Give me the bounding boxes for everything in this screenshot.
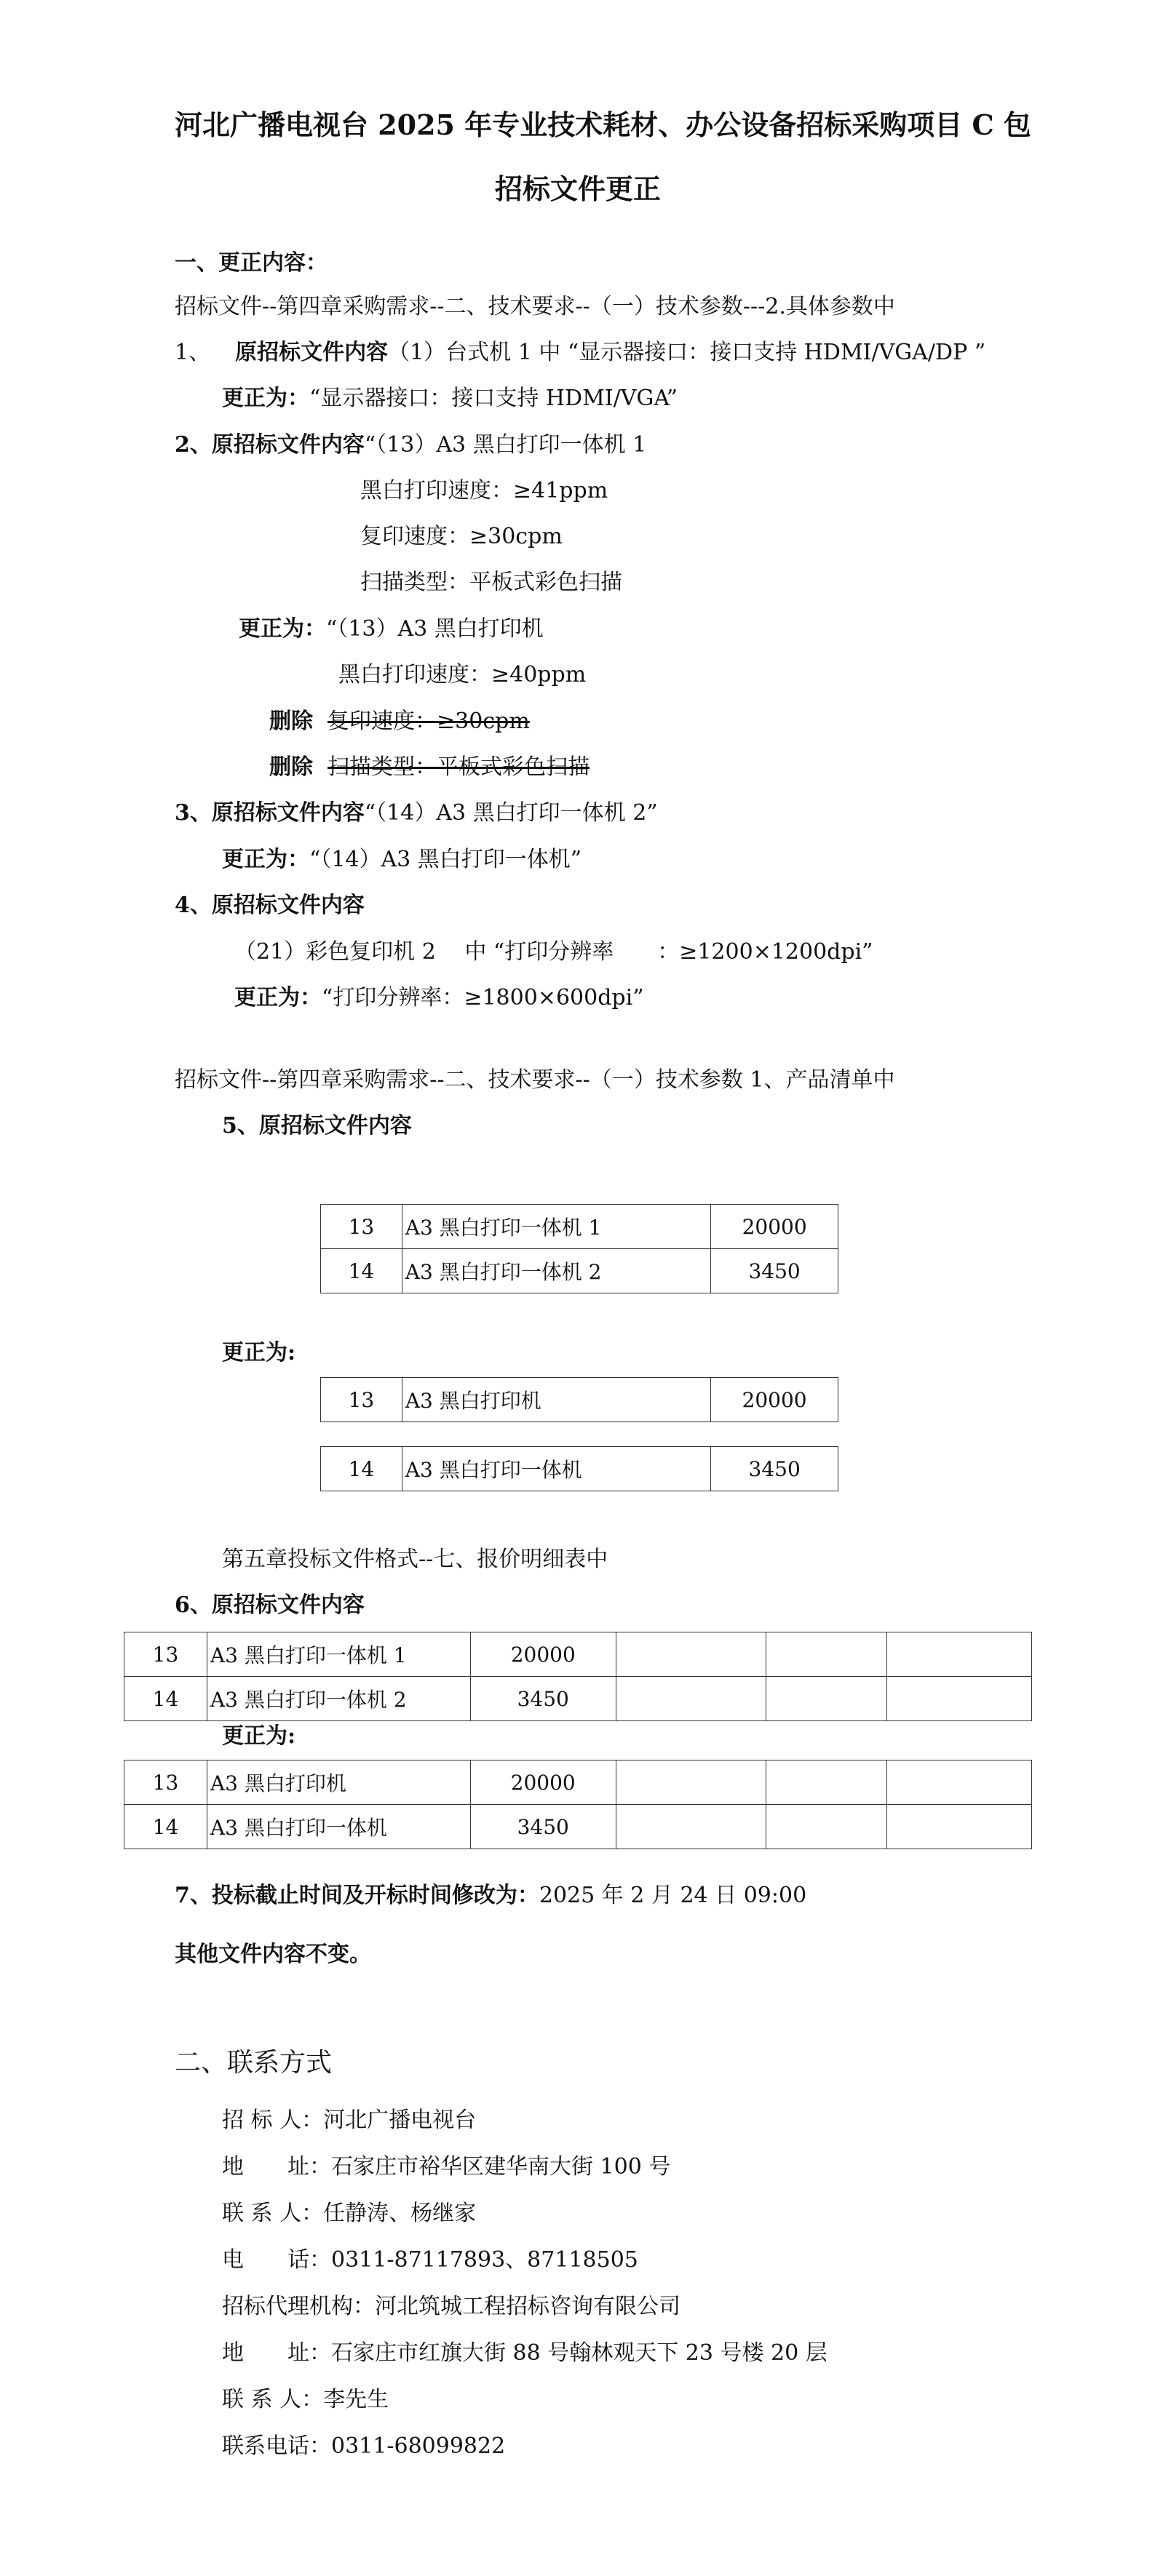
item2-delete-2 xyxy=(269,753,590,782)
contact-line xyxy=(222,2432,505,2461)
table-cell-empty xyxy=(766,1632,887,1677)
item3-correction xyxy=(222,845,582,874)
table-cell: 3450 xyxy=(711,1249,838,1293)
contact-label: 联系电话： xyxy=(222,2433,331,2459)
delete-label: 删除 xyxy=(269,754,313,780)
contact-label: 地 址： xyxy=(222,2154,331,2180)
contact-line xyxy=(222,2106,476,2135)
item1-corr-text: “显示器接口：接口支持 HDMI/VGA” xyxy=(309,386,678,411)
table-cell-empty xyxy=(887,1632,1032,1677)
item4-corr-text: “打印分辨率：≥1800×600dpi” xyxy=(322,985,644,1010)
reference-line-3: 第五章投标文件格式--七、报价明细表中 xyxy=(222,1547,608,1572)
item6-corrected-table xyxy=(124,1760,1032,1849)
item2-corr-spec: 黑白打印速度：≥40ppm xyxy=(338,662,587,687)
table-cell-empty xyxy=(766,1760,887,1805)
item6-lead: 6、原招标文件内容 xyxy=(175,1592,365,1618)
table-cell: A3 黑白打印机 xyxy=(402,1378,710,1422)
table-cell: A3 黑白打印一体机 2 xyxy=(207,1677,470,1721)
deleted-spec: 复印速度：≥30cpm xyxy=(328,709,530,734)
item6-original-table xyxy=(124,1632,1032,1721)
contact-value: 0311-68099822 xyxy=(331,2433,506,2459)
item7-line xyxy=(175,1881,806,1910)
item4-lead: 4、原招标文件内容 xyxy=(175,893,365,918)
contact-value: 石家庄市红旗大街 88 号翰林观天下 23 号楼 20 层 xyxy=(331,2340,827,2366)
table-cell: 3450 xyxy=(470,1677,616,1721)
contact-label: 地 址： xyxy=(222,2340,331,2366)
contact-label: 招标代理机构： xyxy=(222,2294,375,2319)
table-cell: 14 xyxy=(321,1447,402,1491)
item1-number: 1、 xyxy=(175,340,211,365)
reference-line-1: 招标文件--第四章采购需求--二、技术要求--（一）技术参数---2.具体参数中 xyxy=(175,294,895,319)
contact-label: 联 系 人： xyxy=(222,2201,324,2226)
table-cell: 20000 xyxy=(711,1378,838,1422)
table-cell: 20000 xyxy=(470,1632,616,1677)
other-unchanged-note: 其他文件内容不变。 xyxy=(175,1942,371,1967)
doc-title-line1: 河北广播电视台 2025 年专业技术耗材、办公设备招标采购项目 C 包 xyxy=(175,108,1031,141)
contact-line xyxy=(222,2339,827,2368)
item1-line xyxy=(175,338,985,367)
item2-delete-1 xyxy=(269,707,530,736)
item3-corr-label: 更正为： xyxy=(222,847,309,872)
item2-corr-label: 更正为： xyxy=(239,616,326,642)
contact-line xyxy=(222,2153,670,2182)
item1-text: （1）台式机 1 中 “显示器接口：接口支持 HDMI/VGA/DP ” xyxy=(388,340,986,365)
table-cell: A3 黑白打印一体机 2 xyxy=(402,1249,710,1293)
table-cell: 13 xyxy=(124,1760,207,1805)
item4-correction xyxy=(234,984,644,1013)
contact-value: 0311-87117893、87118505 xyxy=(331,2247,638,2273)
reference-line-2: 招标文件--第四章采购需求--二、技术要求--（一）技术参数 1、产品清单中 xyxy=(175,1067,895,1093)
section-heading-corrections: 一、更正内容： xyxy=(175,250,328,276)
table-row xyxy=(124,1677,1032,1721)
item3-lead: 3、原招标文件内容 xyxy=(175,800,365,826)
table-cell-empty xyxy=(766,1805,887,1849)
item2-lead: 2、原招标文件内容 xyxy=(175,432,365,458)
item2-spec3: 扫描类型：平板式彩色扫描 xyxy=(360,570,622,595)
table-cell: A3 黑白打印一体机 xyxy=(207,1805,470,1849)
table-cell: 14 xyxy=(321,1249,402,1293)
contact-label: 联 系 人： xyxy=(222,2387,324,2412)
table-cell: 3450 xyxy=(470,1805,616,1849)
item2-spec1: 黑白打印速度：≥41ppm xyxy=(360,478,608,503)
contact-value: 河北筑城工程招标咨询有限公司 xyxy=(375,2294,680,2319)
table-cell: 14 xyxy=(124,1677,207,1721)
contact-value: 李先生 xyxy=(323,2387,389,2412)
table-cell-empty xyxy=(887,1677,1032,1721)
table-row xyxy=(321,1378,838,1422)
item2-text: “（13）A3 黑白打印一体机 1 xyxy=(364,432,647,458)
table-cell-empty xyxy=(887,1760,1032,1805)
item4-text: （21）彩色复印机 2 中 “打印分辨率 ：≥1200×1200dpi” xyxy=(234,939,873,965)
item3-corr-text: “（14）A3 黑白打印一体机” xyxy=(309,847,582,872)
table-row xyxy=(321,1205,838,1249)
table-cell-empty xyxy=(616,1760,766,1805)
contact-label: 招 标 人： xyxy=(222,2108,324,2133)
item2-correction xyxy=(239,615,544,644)
section-heading-contacts: 二、联系方式 xyxy=(175,2048,333,2078)
table-cell: 3450 xyxy=(711,1447,838,1491)
table-row xyxy=(321,1447,838,1491)
table-cell-empty xyxy=(887,1805,1032,1849)
item1-correction xyxy=(222,384,678,413)
item7-label: 7、投标截止时间及开标时间修改为： xyxy=(175,1883,539,1908)
deleted-spec: 扫描类型：平板式彩色扫描 xyxy=(328,754,590,780)
table-cell: 13 xyxy=(321,1205,402,1249)
contact-value: 河北广播电视台 xyxy=(323,2108,477,2133)
item5-corrected-table-row1 xyxy=(320,1377,838,1422)
item2-spec2: 复印速度：≥30cpm xyxy=(360,524,563,549)
contact-line xyxy=(222,2199,476,2228)
item3-text: “（14）A3 黑白打印一体机 2” xyxy=(364,800,658,826)
table-row xyxy=(321,1249,838,1293)
table-cell: A3 黑白打印一体机 xyxy=(402,1447,710,1491)
table-row xyxy=(124,1760,1032,1805)
item5-corr-label: 更正为: xyxy=(222,1340,296,1365)
contact-line xyxy=(222,2246,638,2275)
table-cell: A3 黑白打印机 xyxy=(207,1760,470,1805)
table-row xyxy=(124,1632,1032,1677)
table-cell-empty xyxy=(766,1677,887,1721)
table-cell: A3 黑白打印一体机 1 xyxy=(402,1205,710,1249)
doc-title-line2: 招标文件更正 xyxy=(495,172,662,205)
contact-line xyxy=(222,2292,680,2321)
item2-line xyxy=(175,431,646,460)
item4-corr-label: 更正为： xyxy=(234,985,322,1010)
item3-line xyxy=(175,799,658,828)
table-cell: 14 xyxy=(124,1805,207,1849)
item1-lead: 原招标文件内容 xyxy=(235,340,389,365)
item5-corrected-table-row2 xyxy=(320,1446,838,1491)
contact-value: 石家庄市裕华区建华南大街 100 号 xyxy=(331,2154,671,2180)
contact-label: 电 话： xyxy=(222,2247,331,2273)
table-cell-empty xyxy=(616,1632,766,1677)
table-cell: 13 xyxy=(124,1632,207,1677)
table-cell-empty xyxy=(616,1677,766,1721)
item2-corr-text: “（13）A3 黑白打印机 xyxy=(326,616,544,642)
table-cell-empty xyxy=(616,1805,766,1849)
item6-corr-label: 更正为: xyxy=(222,1723,296,1749)
delete-label: 删除 xyxy=(269,709,313,734)
contact-line xyxy=(222,2385,389,2414)
table-row xyxy=(124,1805,1032,1849)
table-cell: 20000 xyxy=(470,1760,616,1805)
table-cell: 20000 xyxy=(711,1205,838,1249)
item5-original-table xyxy=(320,1204,838,1293)
contact-value: 任静涛、杨继家 xyxy=(323,2201,477,2226)
item7-value: 2025 年 2 月 24 日 09:00 xyxy=(539,1883,807,1908)
table-cell: A3 黑白打印一体机 1 xyxy=(207,1632,470,1677)
table-cell: 13 xyxy=(321,1378,402,1422)
item1-corr-label: 更正为： xyxy=(222,386,309,411)
item5-lead: 5、原招标文件内容 xyxy=(222,1113,412,1139)
